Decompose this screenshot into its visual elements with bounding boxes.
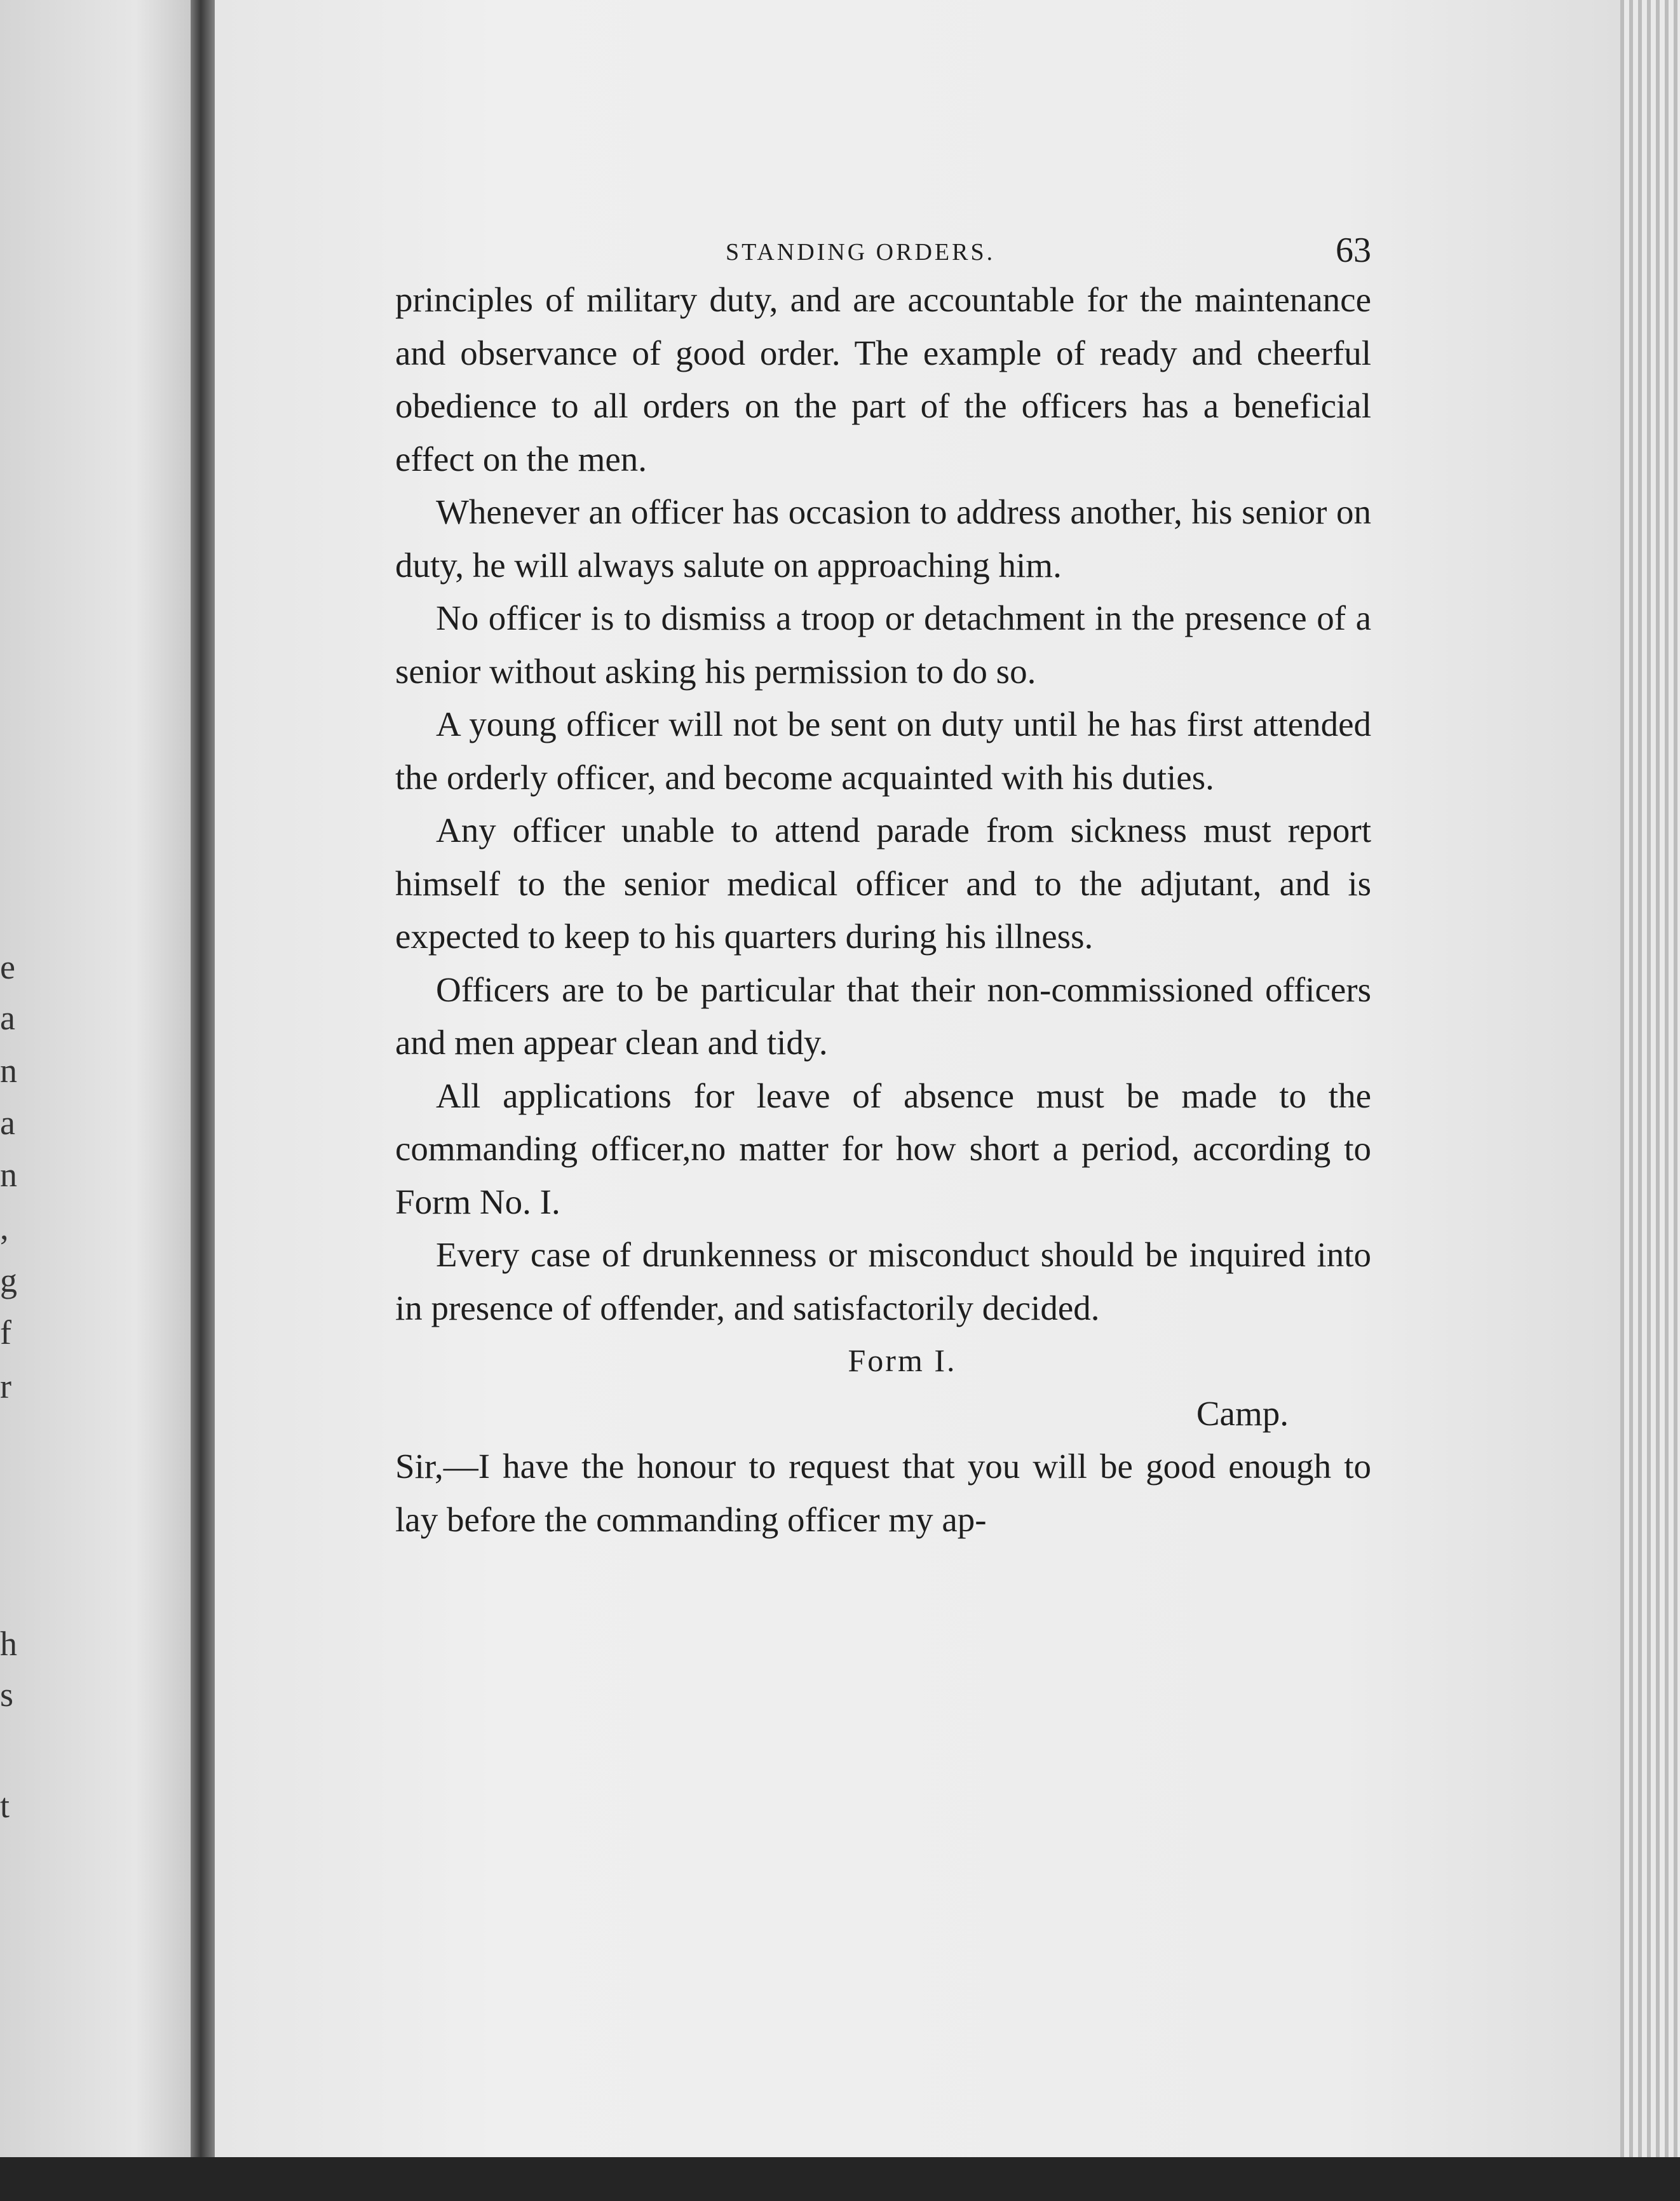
body-text [395,273,1371,1334]
margin-fragment: h [0,1625,17,1663]
margin-fragment: a [0,999,15,1037]
paragraph: Any officer unable to attend parade from sickness must report himself to the senior medical officer and to the adjutant, and is expected to keep to his quarters during his illness. [395,811,1371,956]
margin-fragment: , [0,1209,9,1247]
margin-fragment: r [0,1367,11,1405]
paragraph: Every case of drunkenness or misconduct should be inquired into in presence of offender, and satisfactorily decided. [395,1235,1371,1327]
running-title: STANDING ORDERS. [726,239,996,266]
page-number: 63 [1336,231,1371,270]
paragraph: Officers are to be particular that their non-commissioned officers and men appear clean and tidy. [395,970,1371,1062]
form-place: Camp. [1196,1394,1289,1433]
margin-fragment: a [0,1104,15,1142]
margin-fragment: g [0,1261,17,1299]
left-margin-fragments [0,0,38,1906]
form-letter [395,1440,1371,1546]
margin-fragment: n [0,1156,17,1194]
paragraph: A young officer will not be sent on duty until he has first attended the orderly officer, and become acquainted with his duties. [395,705,1371,797]
paragraph: Whenever an officer has occasion to address another, his senior on duty, he will always salute on approaching him. [395,492,1371,585]
margin-fragment: t [0,1787,10,1825]
form-heading: Form I. [848,1343,957,1378]
margin-fragment: e [0,948,15,986]
margin-fragment: n [0,1052,17,1090]
paragraph: principles of military duty, and are accountable for the maintenance and observance of good order. The example of ready and cheerful obedience to all orders on the part of the officers has a beneficial effect on the men. [395,280,1371,478]
page-content [395,216,1371,1546]
page-stack-edge [1620,0,1680,2157]
book-gutter [191,0,216,2157]
paragraph: No officer is to dismiss a troop or detachment in the presence of a senior without asking his permission to do so. [395,599,1371,691]
paragraph: All applications for leave of absence must be made to the commanding officer,no matter for how short a period, according to Form No. I. [395,1076,1371,1221]
margin-fragment: s [0,1676,14,1714]
running-header [395,216,1371,273]
margin-fragment: f [0,1313,11,1351]
scan-bottom-border [0,2157,1680,2201]
letter-text: Sir,—I have the honour to request that you will be good enough to lay before the commanding officer my ap- [395,1447,1371,1539]
